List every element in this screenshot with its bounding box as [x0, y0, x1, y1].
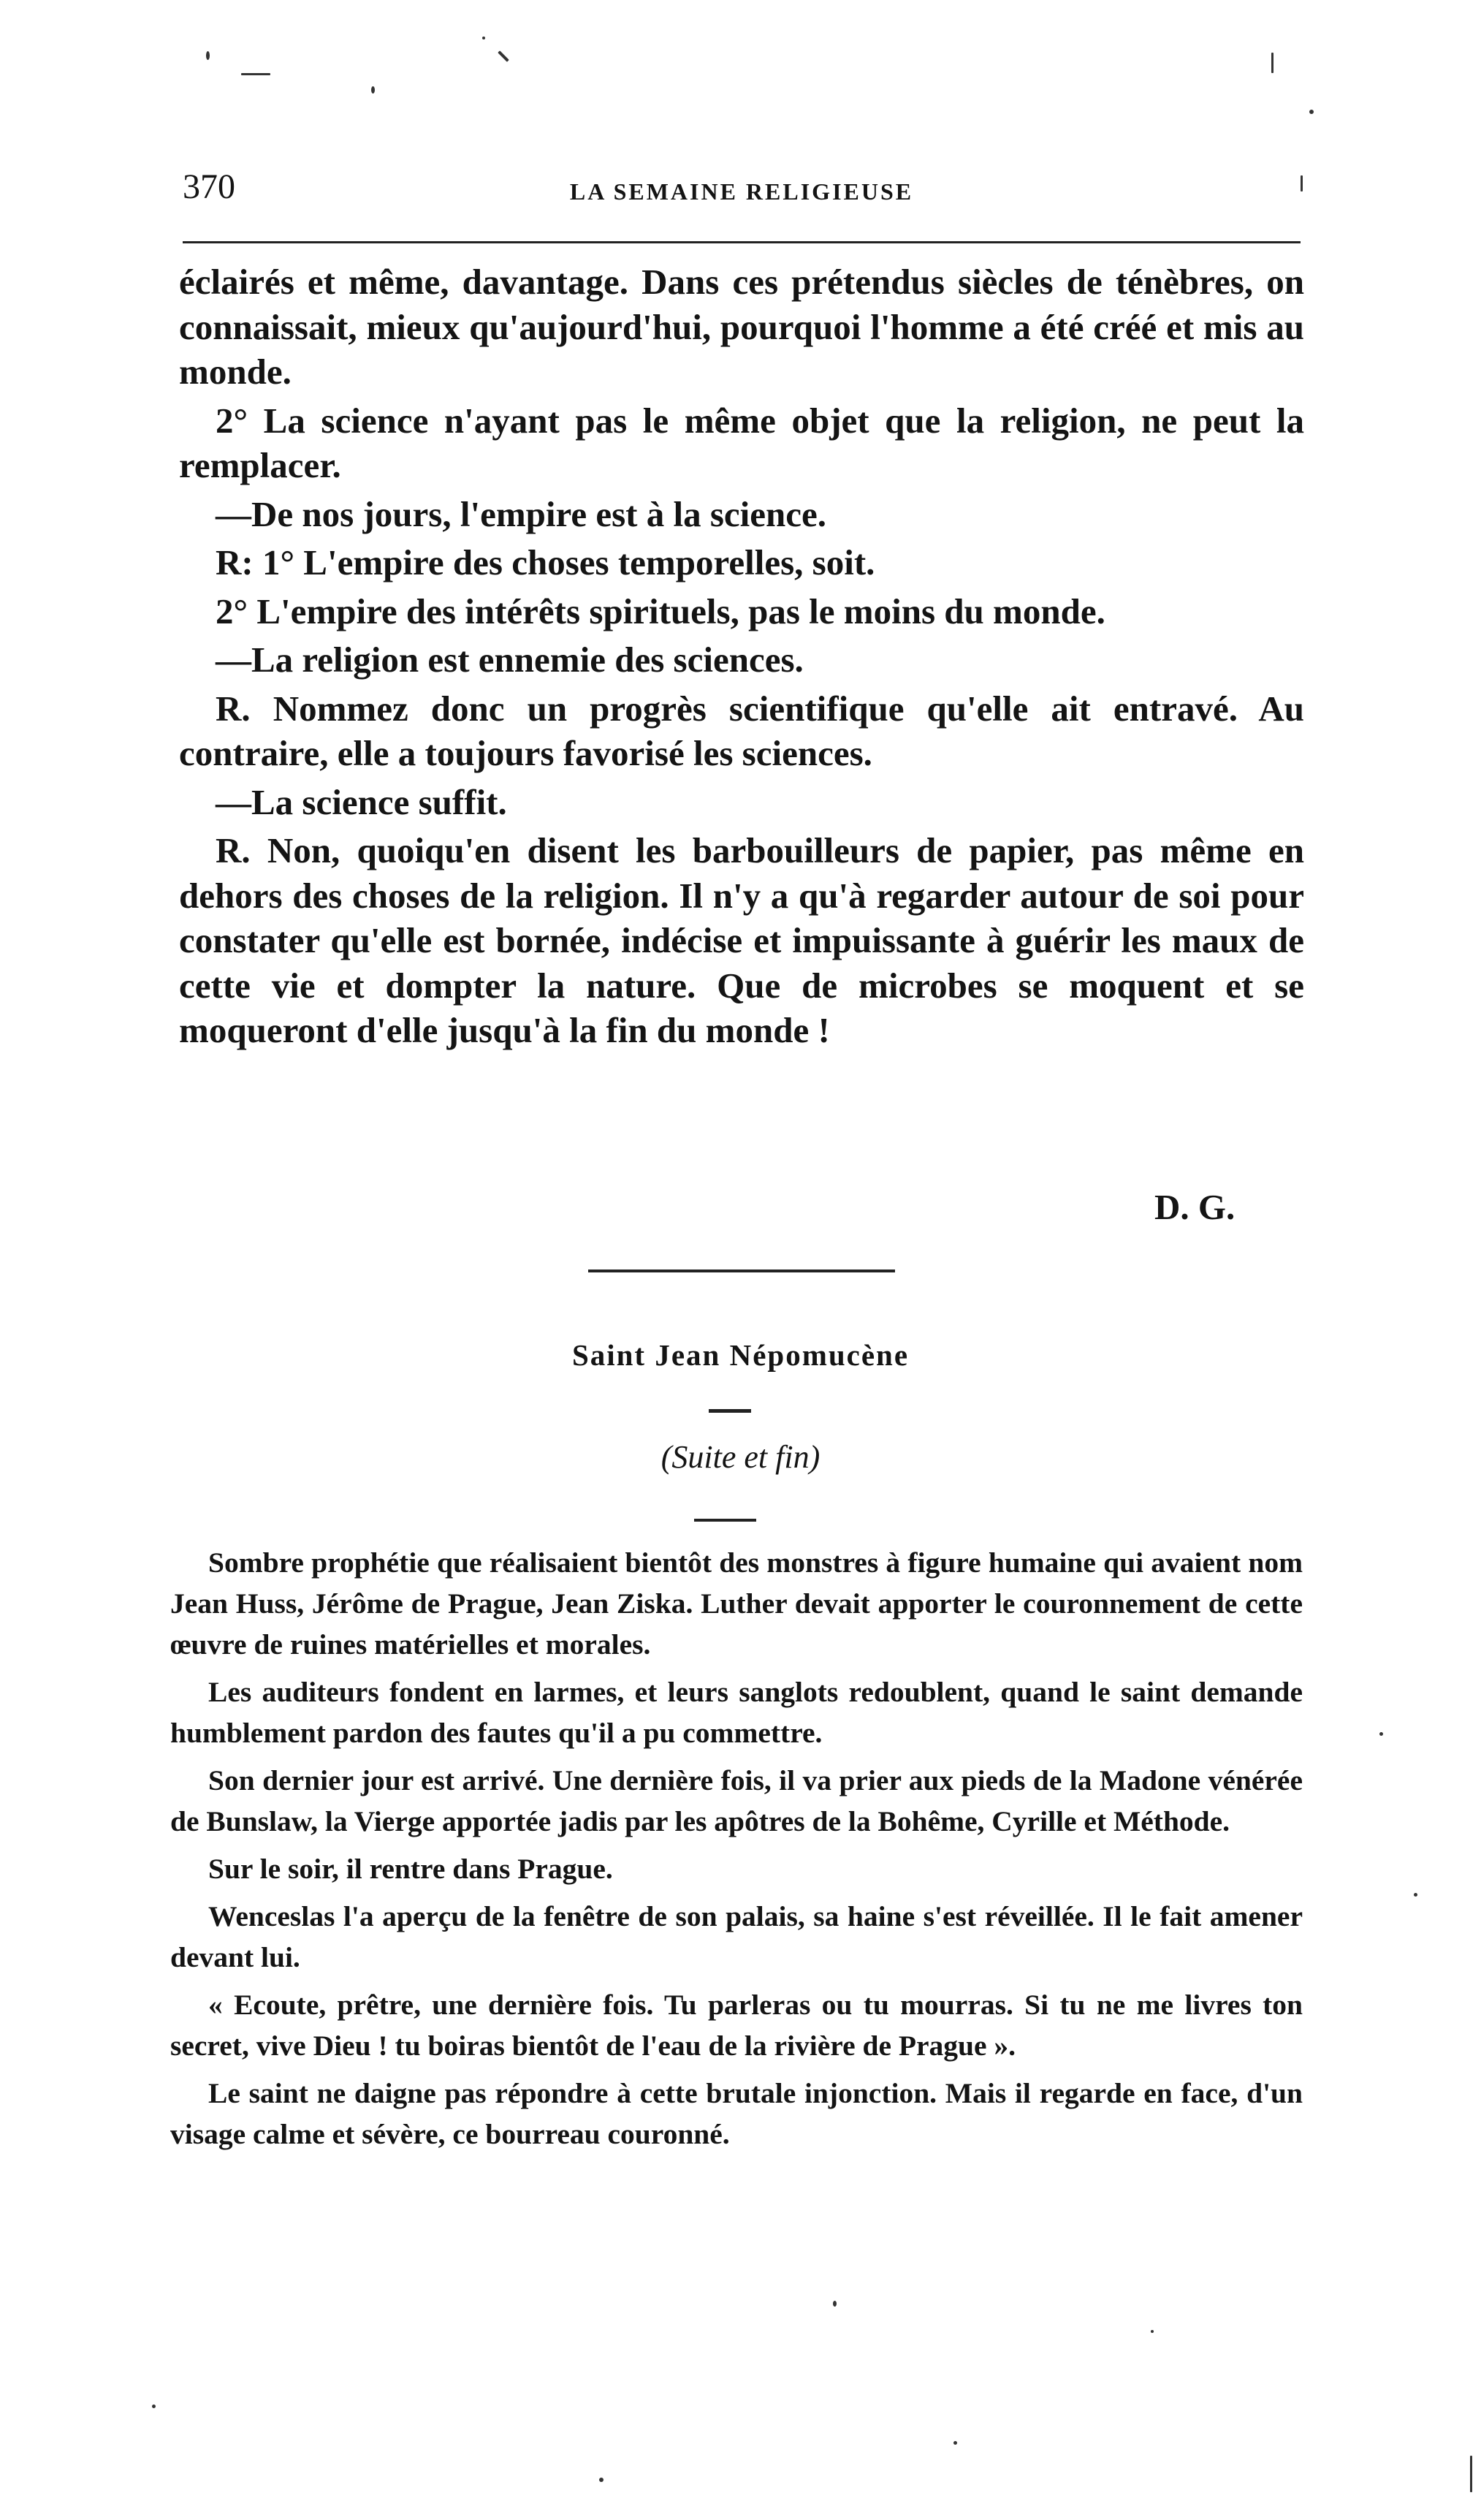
paragraph: —La science suffit. — [216, 781, 507, 822]
scan-speck — [241, 73, 270, 75]
paragraph: R. Non, quoiqu'en disent les barbouilleurs de papier, pas même en dehors des choses de la religion. Il n'y a qu'à regarder autour de soi pour constater qu'elle est bornée, indécise et impuissante à guérir les maux de cette vie et dompter la nature. Que de microbes se moquent et se moqueront d'elle jusqu'à la fin du monde ! — [179, 830, 1304, 1050]
paragraph: 2° L'empire des intérêts spirituels, pas le moins du monde. — [216, 591, 1105, 631]
scan-speck — [206, 51, 210, 60]
paragraph: —De nos jours, l'empire est à la science. — [216, 493, 827, 534]
paragraph: Wenceslas l'a aperçu de la fenêtre de son palais, sa haine s'est réveillée. Il le fait amener devant lui. — [170, 1900, 1303, 1973]
paragraph: Son dernier jour est arrivé. Une dernière fois, il va prier aux pieds de la Madone vénérée de Bunslaw, la Vierge apportée jadis par les apôtres de la Bohême, Cyrille et Méthode. — [170, 1764, 1303, 1837]
scan-speck — [482, 37, 485, 39]
title-dash — [709, 1409, 751, 1413]
paragraph: éclairés et même, davantage. Dans ces prétendus siècles de ténèbres, on connaissait, mieux qu'aujourd'hui, pourquoi l'homme a été créé et mis au monde. — [179, 262, 1304, 392]
page-header — [183, 167, 1301, 218]
paragraph: Le saint ne daigne pas répondre à cette brutale injonction. Mais il regarde en face, d'un visage calme et sévère, ce bourreau couronné. — [170, 2077, 1303, 2150]
paragraph: Sombre prophétie que réalisaient bientôt des monstres à figure humaine qui avaient nom Jean Huss, Jérôme de Prague, Jean Ziska. Luther devait apporter le couronnement de cette œuvre de ruines matérielles et morales. — [170, 1546, 1303, 1661]
scan-speck — [371, 86, 375, 94]
scan-speck — [953, 2441, 957, 2445]
paragraph: R. Nommez donc un progrès scientifique qu'elle ait entravé. Au contraire, elle a toujours favorisé les sciences. — [179, 688, 1304, 773]
scan-speck — [1470, 2456, 1472, 2492]
lower-body-text — [170, 1542, 1303, 2161]
paragraph: 2° La science n'ayant pas le même objet que la religion, ne peut la remplacer. — [179, 400, 1304, 485]
scan-speck — [152, 2405, 156, 2408]
author-signature: D. G. — [1154, 1187, 1236, 1227]
scan-speck — [1271, 53, 1273, 73]
section-subtitle: (Suite et fin) — [660, 1439, 821, 1475]
scan-speck — [1379, 1732, 1383, 1736]
scan-speck — [1414, 1893, 1417, 1897]
paragraph: Sur le soir, il rentre dans Prague. — [208, 1853, 613, 1885]
paragraph: Les auditeurs fondent en larmes, et leurs sanglots redoublent, quand le saint demande humblement pardon des fautes qu'il a pu commettre. — [170, 1676, 1303, 1749]
scan-speck — [599, 2478, 604, 2482]
running-head: LA SEMAINE RELIGIEUSE — [569, 178, 914, 205]
paragraph: « Ecoute, prêtre, une dernière fois. Tu parleras ou tu mourras. Si tu ne me livres ton secret, vive Dieu ! tu boiras bientôt de l'eau de la rivière de Prague ». — [170, 1989, 1303, 2062]
scan-speck — [1309, 110, 1314, 114]
scan-speck — [1301, 175, 1303, 191]
header-rule — [183, 241, 1301, 243]
scan-speck — [498, 50, 509, 62]
scan-speck — [833, 2301, 837, 2307]
subtitle-dash — [694, 1519, 756, 1522]
upper-body-text — [179, 259, 1304, 1057]
paragraph: R: 1° L'empire des choses temporelles, soit. — [216, 542, 875, 582]
scan-speck — [1151, 2330, 1154, 2333]
section-title: Saint Jean Népomucène — [571, 1338, 910, 1372]
section-separator — [588, 1270, 895, 1272]
page-number: 370 — [183, 167, 235, 206]
paragraph: —La religion est ennemie des sciences. — [216, 640, 804, 680]
